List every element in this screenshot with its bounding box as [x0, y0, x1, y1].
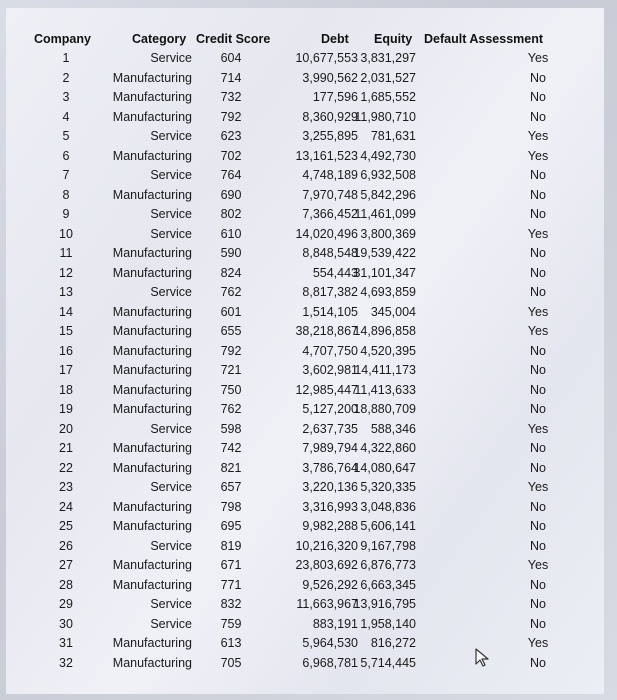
credit-score-cell: 623	[220, 129, 242, 143]
debt-cell: 9,526,292	[302, 577, 358, 592]
category-cell: Manufacturing	[112, 187, 192, 202]
category-cell: Manufacturing	[112, 363, 192, 377]
equity-cell: 5,320,335	[360, 480, 416, 494]
credit-score-cell: 613	[220, 636, 242, 650]
company-id-cell: 16	[59, 343, 73, 358]
company-id-cell: 13	[59, 285, 73, 299]
default-assessment-cell: No	[530, 382, 546, 397]
debt-cell: 8,360,929	[302, 109, 358, 124]
table-row	[6, 656, 604, 675]
debt-cell: 3,316,993	[302, 499, 358, 514]
equity-cell: 19,539,422	[353, 246, 416, 260]
header-company: Company	[34, 32, 91, 46]
default-assessment-cell: No	[530, 168, 546, 182]
table-row	[6, 363, 604, 382]
debt-cell: 4,707,750	[302, 343, 358, 358]
company-id-cell: 7	[62, 168, 70, 182]
table-row	[6, 617, 604, 636]
data-sheet	[6, 8, 604, 694]
table-row	[6, 227, 604, 246]
mouse-pointer-icon	[474, 648, 492, 668]
table-row	[6, 305, 604, 324]
table-row	[6, 461, 604, 480]
category-cell: Manufacturing	[112, 382, 192, 397]
equity-cell: 14,411,173	[354, 363, 416, 377]
default-assessment-cell: No	[530, 655, 546, 670]
debt-cell: 12,985,447	[295, 382, 358, 397]
default-assessment-cell: Yes	[527, 304, 549, 319]
company-id-cell: 6	[62, 148, 70, 163]
equity-cell: 6,663,345	[360, 577, 416, 592]
category-cell: Manufacturing	[112, 441, 192, 455]
equity-cell: 3,048,836	[360, 499, 416, 514]
debt-cell: 8,848,548	[302, 246, 358, 260]
table-row	[6, 480, 604, 499]
default-assessment-cell: No	[530, 519, 546, 533]
default-assessment-cell: No	[530, 597, 546, 611]
category-cell: Manufacturing	[112, 246, 192, 260]
credit-score-cell: 819	[220, 538, 242, 553]
debt-cell: 10,677,553	[295, 51, 358, 65]
equity-cell: 4,492,730	[360, 148, 416, 163]
company-id-cell: 15	[59, 324, 73, 338]
equity-cell: 345,004	[370, 304, 416, 319]
category-cell: Manufacturing	[112, 324, 192, 338]
category-cell: Service	[150, 129, 192, 143]
debt-cell: 5,127,200	[302, 402, 358, 416]
table-row	[6, 51, 604, 70]
credit-score-cell: 832	[220, 597, 242, 611]
company-id-cell: 27	[59, 558, 73, 572]
category-cell: Manufacturing	[112, 148, 192, 163]
credit-score-cell: 750	[220, 382, 242, 397]
debt-cell: 3,255,895	[302, 129, 358, 143]
debt-cell: 8,817,382	[302, 285, 358, 299]
table-row	[6, 285, 604, 304]
equity-cell: 5,714,445	[360, 655, 416, 670]
equity-cell: 31,101,347	[353, 265, 416, 280]
default-assessment-cell: Yes	[527, 480, 549, 494]
equity-cell: 781,631	[370, 129, 416, 143]
company-id-cell: 22	[59, 460, 73, 475]
credit-score-cell: 771	[220, 577, 242, 592]
default-assessment-cell: Yes	[527, 129, 549, 143]
debt-cell: 7,970,748	[302, 187, 358, 202]
credit-score-cell: 792	[220, 109, 242, 124]
credit-score-cell: 657	[220, 480, 242, 494]
table-row	[6, 168, 604, 187]
default-assessment-cell: Yes	[527, 226, 549, 241]
equity-cell: 3,831,297	[360, 51, 416, 65]
company-id-cell: 24	[59, 499, 73, 514]
category-cell: Service	[150, 480, 192, 494]
header-debt: Debt	[321, 32, 349, 46]
table-row	[6, 90, 604, 109]
company-id-cell: 29	[59, 597, 73, 611]
credit-score-cell: 714	[220, 70, 242, 85]
credit-score-cell: 824	[220, 265, 242, 280]
credit-score-cell: 655	[220, 324, 242, 338]
header-default-assessment: Default Assessment	[424, 32, 544, 46]
header-credit-score: Credit Score	[196, 32, 271, 46]
category-cell: Manufacturing	[112, 402, 192, 416]
default-assessment-cell: No	[530, 187, 546, 202]
equity-cell: 18,880,709	[353, 402, 416, 416]
default-assessment-cell: No	[530, 90, 546, 104]
company-id-cell: 2	[62, 70, 70, 85]
company-id-cell: 1	[62, 51, 70, 65]
table-row	[6, 71, 604, 90]
table-row	[6, 188, 604, 207]
debt-cell: 3,786,764	[302, 460, 358, 475]
company-id-cell: 8	[62, 187, 70, 202]
credit-score-cell: 705	[220, 655, 242, 670]
debt-cell: 6,968,781	[302, 655, 358, 670]
company-id-cell: 11	[59, 246, 73, 260]
category-cell: Service	[150, 207, 192, 221]
credit-score-cell: 798	[220, 499, 242, 514]
table-row	[6, 129, 604, 148]
equity-cell: 4,322,860	[360, 441, 416, 455]
default-assessment-cell: No	[530, 246, 546, 260]
debt-cell: 7,989,794	[302, 441, 358, 455]
equity-cell: 11,980,710	[354, 109, 416, 124]
company-id-cell: 10	[59, 226, 73, 241]
table-row	[6, 441, 604, 460]
category-cell: Service	[150, 538, 192, 553]
default-assessment-cell: Yes	[527, 324, 549, 338]
company-id-cell: 26	[59, 538, 73, 553]
equity-cell: 13,916,795	[353, 597, 416, 611]
table-row	[6, 539, 604, 558]
equity-cell: 1,958,140	[360, 616, 416, 631]
equity-cell: 2,031,527	[360, 70, 416, 85]
equity-cell: 11,413,633	[354, 382, 416, 397]
credit-score-cell: 671	[220, 558, 242, 572]
company-id-cell: 21	[59, 441, 73, 455]
credit-score-cell: 590	[220, 246, 242, 260]
credit-score-cell: 764	[220, 168, 242, 182]
equity-cell: 6,932,508	[360, 168, 416, 182]
debt-cell: 1,514,105	[302, 304, 358, 319]
debt-cell: 23,803,692	[295, 558, 358, 572]
default-assessment-cell: No	[530, 441, 546, 455]
company-id-cell: 3	[62, 90, 70, 104]
debt-cell: 14,020,496	[295, 226, 358, 241]
table-row	[6, 207, 604, 226]
category-cell: Manufacturing	[112, 460, 192, 475]
credit-score-cell: 610	[220, 226, 242, 241]
credit-score-cell: 792	[220, 343, 242, 358]
default-assessment-cell: No	[530, 207, 546, 221]
table-row	[6, 266, 604, 285]
default-assessment-cell: Yes	[527, 421, 549, 436]
header-equity: Equity	[374, 32, 413, 46]
category-cell: Service	[150, 421, 192, 436]
credit-score-cell: 762	[220, 285, 242, 299]
equity-cell: 4,520,395	[360, 343, 416, 358]
table-row	[6, 558, 604, 577]
default-assessment-cell: No	[530, 343, 546, 358]
company-id-cell: 30	[59, 616, 73, 631]
equity-cell: 1,685,552	[360, 90, 416, 104]
debt-cell: 3,220,136	[302, 480, 358, 494]
company-id-cell: 4	[62, 109, 70, 124]
category-cell: Manufacturing	[112, 265, 192, 280]
default-assessment-cell: No	[530, 109, 546, 124]
category-cell: Service	[150, 51, 192, 65]
debt-cell: 13,161,523	[295, 148, 358, 163]
company-id-cell: 12	[59, 265, 73, 280]
equity-cell: 3,800,369	[360, 226, 416, 241]
table-row	[6, 597, 604, 616]
category-cell: Manufacturing	[112, 558, 192, 572]
credit-score-cell: 802	[220, 207, 242, 221]
credit-score-cell: 732	[220, 90, 242, 104]
default-assessment-cell: Yes	[527, 636, 549, 650]
debt-cell: 5,964,530	[302, 636, 358, 650]
credit-score-cell: 604	[220, 51, 242, 65]
category-cell: Manufacturing	[112, 655, 192, 670]
equity-cell: 11,461,099	[354, 207, 416, 221]
category-cell: Manufacturing	[112, 519, 192, 533]
equity-cell: 9,167,798	[360, 538, 416, 553]
company-id-cell: 19	[59, 402, 73, 416]
category-cell: Service	[150, 597, 192, 611]
category-cell: Manufacturing	[112, 70, 192, 85]
debt-cell: 4,748,189	[302, 168, 358, 182]
table-row	[6, 500, 604, 519]
company-id-cell: 31	[59, 636, 73, 650]
credit-score-cell: 690	[220, 187, 242, 202]
table-row	[6, 344, 604, 363]
equity-cell: 6,876,773	[360, 558, 416, 572]
category-cell: Service	[150, 285, 192, 299]
company-id-cell: 17	[59, 363, 73, 377]
default-assessment-cell: No	[530, 460, 546, 475]
default-assessment-cell: No	[530, 363, 546, 377]
table-row	[6, 110, 604, 129]
credit-score-cell: 759	[220, 616, 242, 631]
category-cell: Service	[150, 616, 192, 631]
table-row	[6, 636, 604, 655]
default-assessment-cell: No	[530, 285, 546, 299]
company-id-cell: 5	[62, 129, 70, 143]
company-id-cell: 20	[59, 421, 73, 436]
company-id-cell: 14	[59, 304, 73, 319]
debt-cell: 554,443	[312, 265, 358, 280]
company-id-cell: 23	[59, 480, 73, 494]
default-assessment-cell: Yes	[527, 148, 549, 163]
category-cell: Manufacturing	[112, 577, 192, 592]
equity-cell: 14,896,858	[353, 324, 416, 338]
debt-cell: 177,596	[312, 90, 358, 104]
credit-score-cell: 742	[220, 441, 242, 455]
table-row	[6, 402, 604, 421]
company-id-cell: 28	[59, 577, 73, 592]
credit-score-cell: 821	[220, 460, 242, 475]
default-assessment-cell: No	[530, 70, 546, 85]
table-row	[6, 578, 604, 597]
table-row	[6, 246, 604, 265]
header-category: Category	[132, 32, 187, 46]
equity-cell: 5,606,141	[360, 519, 416, 533]
debt-cell: 883,191	[312, 616, 358, 631]
default-assessment-cell: No	[530, 402, 546, 416]
equity-cell: 588,346	[370, 421, 416, 436]
debt-cell: 11,663,967	[296, 597, 358, 611]
default-assessment-cell: Yes	[527, 51, 549, 65]
debt-cell: 3,602,981	[302, 363, 358, 377]
category-cell: Manufacturing	[112, 636, 192, 650]
credit-score-cell: 702	[220, 148, 242, 163]
debt-cell: 7,366,452	[302, 207, 358, 221]
company-id-cell: 25	[59, 519, 73, 533]
table-row	[6, 149, 604, 168]
default-assessment-cell: No	[530, 538, 546, 553]
category-cell: Manufacturing	[112, 499, 192, 514]
table-row	[6, 324, 604, 343]
category-cell: Service	[150, 168, 192, 182]
company-id-cell: 9	[62, 207, 70, 221]
equity-cell: 816,272	[370, 636, 416, 650]
category-cell: Manufacturing	[112, 90, 192, 104]
equity-cell: 5,842,296	[360, 187, 416, 202]
credit-score-cell: 695	[220, 519, 242, 533]
default-assessment-cell: Yes	[527, 558, 549, 572]
default-assessment-cell: No	[530, 616, 546, 631]
default-assessment-cell: No	[530, 499, 546, 514]
credit-score-cell: 601	[220, 304, 242, 319]
debt-cell: 3,990,562	[302, 70, 358, 85]
table-row	[6, 383, 604, 402]
debt-cell: 2,637,735	[302, 421, 358, 436]
debt-cell: 9,982,288	[302, 519, 358, 533]
credit-score-cell: 721	[220, 363, 242, 377]
category-cell: Manufacturing	[112, 343, 192, 358]
default-assessment-cell: No	[530, 265, 546, 280]
table-row	[6, 422, 604, 441]
table-row	[6, 519, 604, 538]
company-id-cell: 18	[59, 382, 73, 397]
category-cell: Service	[150, 226, 192, 241]
credit-score-cell: 598	[220, 421, 242, 436]
equity-cell: 14,080,647	[353, 460, 416, 475]
debt-cell: 38,218,867	[295, 324, 358, 338]
category-cell: Manufacturing	[112, 109, 192, 124]
equity-cell: 4,693,859	[360, 285, 416, 299]
debt-cell: 10,216,320	[295, 538, 358, 553]
company-id-cell: 32	[59, 655, 73, 670]
default-assessment-cell: No	[530, 577, 546, 592]
credit-score-cell: 762	[220, 402, 242, 416]
category-cell: Manufacturing	[112, 304, 192, 319]
